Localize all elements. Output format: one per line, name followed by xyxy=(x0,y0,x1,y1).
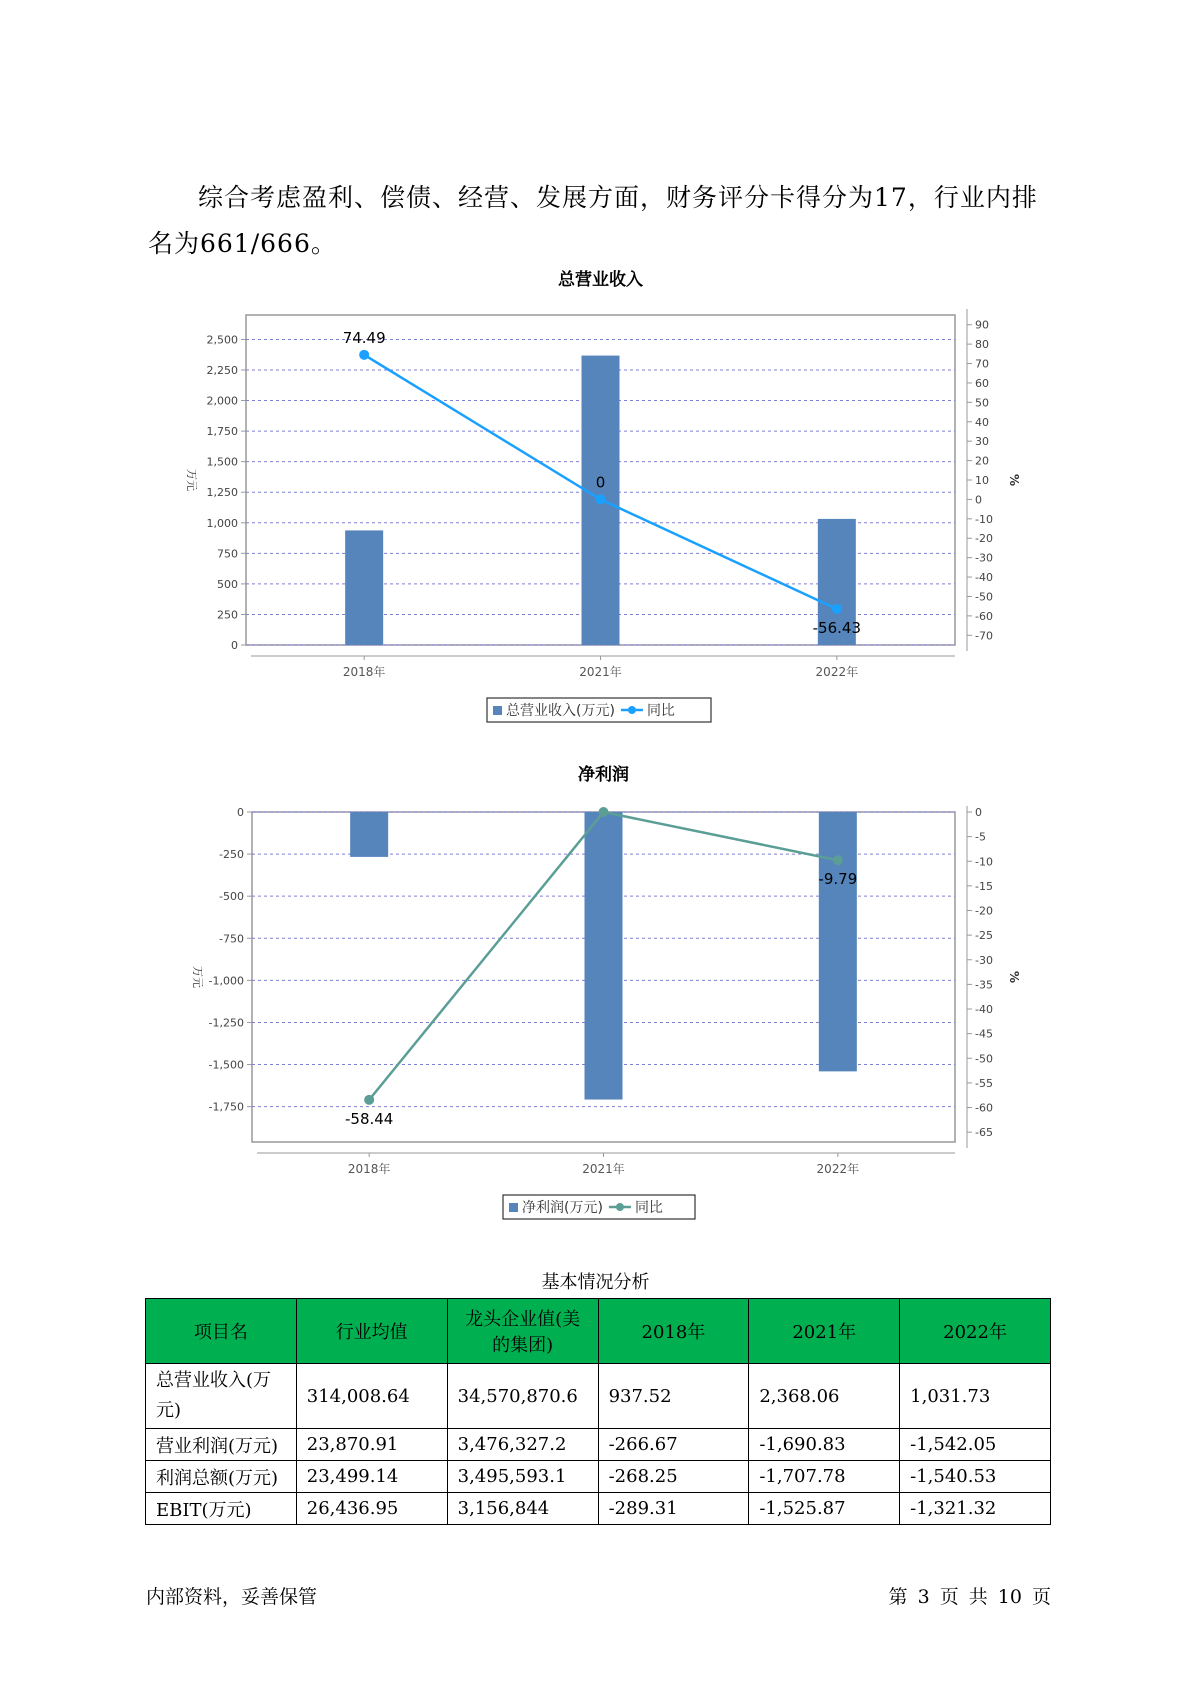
revenue-y2tick-label: 90 xyxy=(975,318,989,332)
revenue-y2label: % xyxy=(1007,473,1021,487)
table-cell: -1,690.83 xyxy=(749,1429,900,1461)
table-row xyxy=(146,1461,1051,1493)
net-profit-ytick-label: -1,000 xyxy=(208,974,244,988)
table-cell: -266.67 xyxy=(598,1429,749,1461)
table-cell: EBIT(万元) xyxy=(146,1493,297,1525)
revenue-y2tick-label: 10 xyxy=(975,474,989,487)
net-profit-line-point xyxy=(599,807,609,817)
net-profit-bar xyxy=(819,812,857,1071)
revenue-chart-svg xyxy=(0,265,1191,725)
table-cell: -1,321.32 xyxy=(900,1493,1051,1525)
basic-analysis-table xyxy=(145,1298,1051,1525)
net-profit-line-point xyxy=(364,1095,374,1105)
net-profit-y2tick-label: -25 xyxy=(975,929,993,943)
table-cell: -289.31 xyxy=(598,1493,749,1525)
net-profit-y2tick-label: -55 xyxy=(975,1076,993,1090)
revenue-line-point xyxy=(596,494,606,504)
revenue-xtick-label: 2021年 xyxy=(579,665,622,679)
net-profit-y2tick-label: -35 xyxy=(975,978,993,992)
net-profit-ytick-label: -1,250 xyxy=(208,1016,244,1030)
net-profit-xtick-label: 2022年 xyxy=(816,1162,860,1176)
table-cell: 34,570,870.6 xyxy=(447,1364,598,1429)
net-profit-chart-svg xyxy=(0,760,1191,1220)
revenue-ytick-label: 2,000 xyxy=(206,394,238,408)
net-profit-y2tick-label: -60 xyxy=(975,1101,993,1115)
revenue-y2tick-label: -10 xyxy=(975,512,993,526)
revenue-ytick-label: 500 xyxy=(217,577,238,591)
net-profit-y2tick-label: -65 xyxy=(975,1126,993,1140)
header-leader-value: 龙头企业值(美的集团) xyxy=(447,1299,598,1364)
table-cell: 利润总额(万元) xyxy=(146,1461,297,1493)
net-profit-xtick-label: 2018年 xyxy=(347,1162,391,1176)
revenue-y2tick-label: 0 xyxy=(975,493,982,507)
revenue-ytick-label: 250 xyxy=(217,608,238,622)
table-cell: 23,870.91 xyxy=(296,1429,447,1461)
revenue-xtick-label: 2018年 xyxy=(342,665,386,679)
revenue-ytick-label: 1,500 xyxy=(206,455,238,469)
net-profit-ytick-label: -500 xyxy=(219,890,244,904)
net-profit-legend-bar-label: 净利润(万元) xyxy=(522,1200,603,1216)
header-industry-avg: 行业均值 xyxy=(296,1299,447,1364)
net-profit-bar xyxy=(585,812,623,1100)
revenue-ytick-label: 0 xyxy=(231,639,238,652)
revenue-chart xyxy=(0,265,1191,725)
footer-confidential: 内部资料，妥善保管 xyxy=(146,1586,318,1608)
revenue-y2tick-label: 40 xyxy=(975,415,989,429)
header-item-name: 项目名 xyxy=(146,1299,297,1364)
table-cell: 937.52 xyxy=(598,1364,749,1429)
revenue-ytick-label: 1,000 xyxy=(206,516,238,530)
table-row xyxy=(146,1429,1051,1461)
net-profit-data-label: -58.44 xyxy=(344,1109,394,1128)
net-profit-chart xyxy=(0,760,1191,1220)
table-cell: 3,476,327.2 xyxy=(447,1429,598,1461)
net-profit-y2tick-label: -15 xyxy=(975,879,993,893)
net-profit-legend-line-label: 同比 xyxy=(634,1200,663,1216)
footer-page-number: 第 3 页 共 10 页 xyxy=(888,1586,1051,1608)
net-profit-y2tick-label: -5 xyxy=(975,830,986,844)
revenue-legend-bar-swatch xyxy=(493,706,502,715)
revenue-y2tick-label: 70 xyxy=(975,357,989,371)
net-profit-bar xyxy=(350,812,388,857)
net-profit-data-label: -9.79 xyxy=(818,870,858,889)
net-profit-ytick-label: -1,500 xyxy=(208,1058,244,1072)
table-cell: -1,707.78 xyxy=(749,1461,900,1493)
revenue-line-point xyxy=(832,604,842,614)
revenue-legend-bar-label: 总营业收入(万元) xyxy=(506,703,615,719)
table-cell: 3,156,844 xyxy=(447,1493,598,1525)
table-row xyxy=(146,1364,1051,1429)
table-cell: 26,436.95 xyxy=(296,1493,447,1525)
net-profit-y2tick-label: -40 xyxy=(975,1003,993,1017)
revenue-y2tick-label: -40 xyxy=(975,571,993,585)
net-profit-ylabel: 万元 xyxy=(191,966,204,988)
table-cell: 1,031.73 xyxy=(900,1364,1051,1429)
table-cell: 3,495,593.1 xyxy=(447,1461,598,1493)
summary-paragraph: 综合考虑盈利、偿债、经营、发展方面，财务评分卡得分为17，行业内排名为661/666。 xyxy=(148,183,1038,258)
revenue-y2tick-label: 50 xyxy=(975,396,989,410)
net-profit-legend-line-marker xyxy=(616,1203,624,1211)
revenue-data-label: 74.49 xyxy=(342,328,386,347)
table-cell: 314,008.64 xyxy=(296,1364,447,1429)
revenue-ytick-label: 750 xyxy=(217,547,238,561)
table-caption: 基本情况分析 xyxy=(541,1272,650,1293)
net-profit-ytick-label: 0 xyxy=(237,806,244,819)
revenue-line-point xyxy=(359,350,369,360)
revenue-ylabel: 万元 xyxy=(185,469,198,491)
table-cell: 23,499.14 xyxy=(296,1461,447,1493)
net-profit-line-point xyxy=(833,855,843,865)
net-profit-legend-bar-swatch xyxy=(509,1203,518,1212)
table-cell: 营业利润(万元) xyxy=(146,1429,297,1461)
table-cell: -1,542.05 xyxy=(900,1429,1051,1461)
header-2018: 2018年 xyxy=(598,1299,749,1364)
revenue-y2tick-label: -20 xyxy=(975,532,993,546)
revenue-legend-line-marker xyxy=(628,706,636,714)
table-cell: 总营业收入(万元) xyxy=(146,1364,297,1429)
revenue-ytick-label: 2,250 xyxy=(206,364,238,377)
revenue-y2tick-label: -60 xyxy=(975,609,993,623)
net-profit-y2tick-label: -20 xyxy=(975,904,993,918)
revenue-y2tick-label: 60 xyxy=(975,376,989,390)
header-2022: 2022年 xyxy=(900,1299,1051,1364)
table-cell: 2,368.06 xyxy=(749,1364,900,1429)
revenue-legend-line-label: 同比 xyxy=(646,703,675,719)
revenue-data-label: 0 xyxy=(595,473,606,492)
revenue-y2tick-label: -30 xyxy=(975,551,993,565)
net-profit-ytick-label: -250 xyxy=(219,848,244,862)
table-cell: -1,525.87 xyxy=(749,1493,900,1525)
revenue-data-label: -56.43 xyxy=(812,618,862,637)
net-profit-y2tick-label: 0 xyxy=(975,806,982,819)
revenue-y2tick-label: -70 xyxy=(975,629,993,643)
table-row xyxy=(146,1493,1051,1525)
table-cell: -1,540.53 xyxy=(900,1461,1051,1493)
table-cell: -268.25 xyxy=(598,1461,749,1493)
revenue-ytick-label: 2,500 xyxy=(206,333,238,347)
net-profit-ytick-label: -750 xyxy=(219,932,244,946)
revenue-xtick-label: 2022年 xyxy=(815,665,859,679)
revenue-y2tick-label: 30 xyxy=(975,435,989,449)
net-profit-y2tick-label: -10 xyxy=(975,855,993,869)
revenue-bar xyxy=(345,530,383,645)
header-2021: 2021年 xyxy=(749,1299,900,1364)
net-profit-xtick-label: 2021年 xyxy=(582,1162,625,1176)
net-profit-ytick-label: -1,750 xyxy=(208,1100,244,1114)
net-profit-y2tick-label: -30 xyxy=(975,953,993,967)
revenue-y2tick-label: -50 xyxy=(975,590,993,604)
net-profit-y2label: % xyxy=(1007,970,1021,984)
revenue-title: 总营业收入 xyxy=(558,270,643,290)
net-profit-y2tick-label: -45 xyxy=(975,1027,993,1041)
revenue-ytick-label: 1,250 xyxy=(206,486,238,500)
table-header-row xyxy=(146,1299,1051,1364)
revenue-ytick-label: 1,750 xyxy=(206,425,238,439)
revenue-y2tick-label: 80 xyxy=(975,338,989,352)
revenue-y2tick-label: 20 xyxy=(975,454,989,468)
net-profit-y2tick-label: -50 xyxy=(975,1052,993,1066)
net-profit-title: 净利润 xyxy=(578,765,629,785)
